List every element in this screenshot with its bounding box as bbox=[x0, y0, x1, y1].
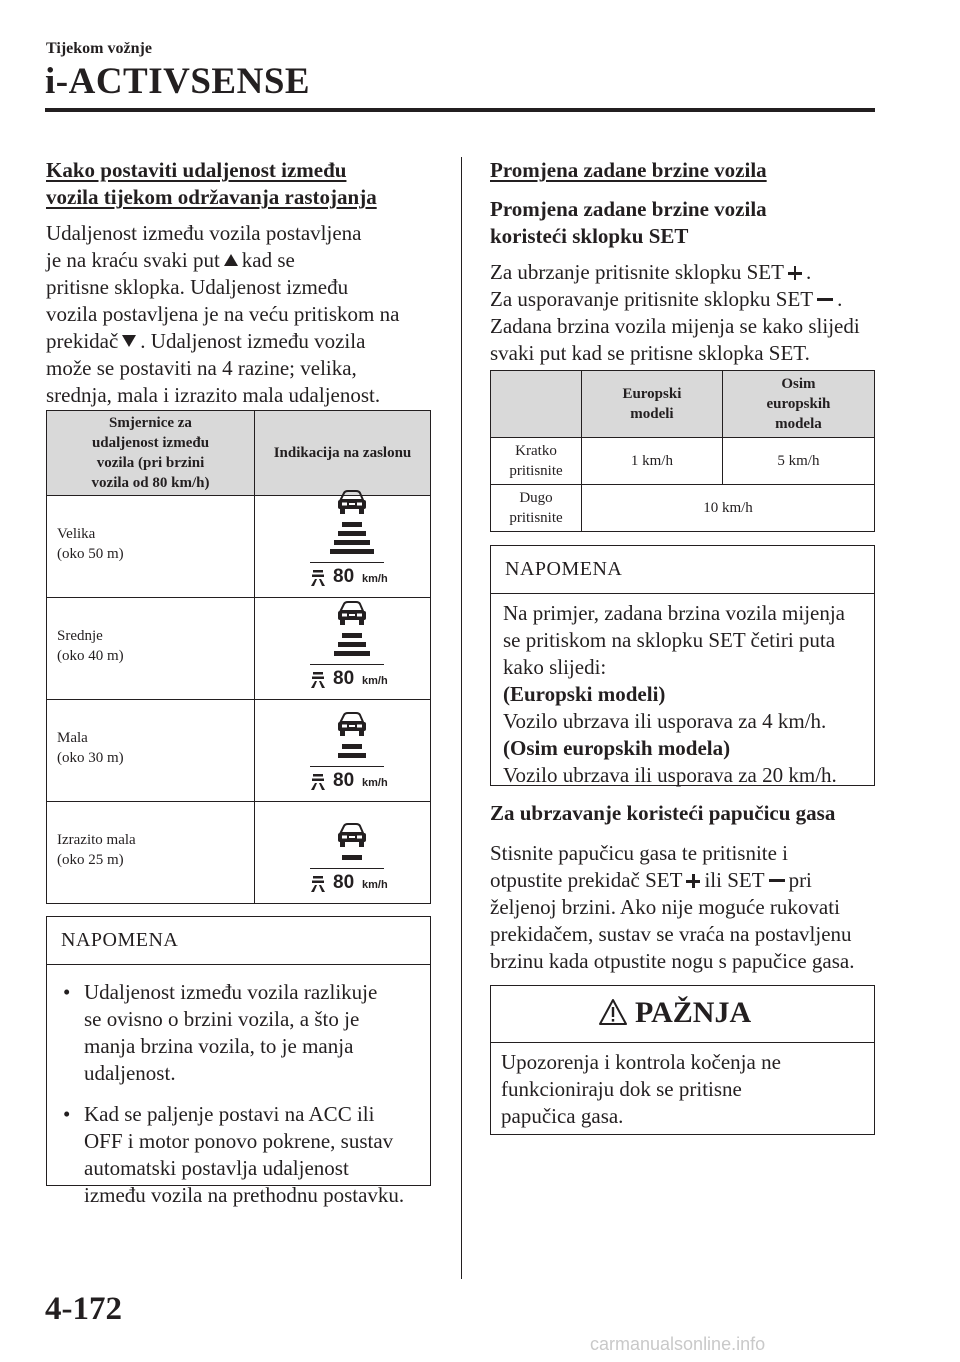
distance-up-switch-icon bbox=[224, 254, 238, 266]
non-european-models-label: (Osim europskih modela) bbox=[503, 736, 731, 760]
speed-step-value: 10 km/h bbox=[582, 485, 875, 532]
distance-display bbox=[307, 606, 397, 694]
distance-bar bbox=[338, 531, 366, 536]
table-row bbox=[491, 438, 875, 485]
non-european-models-header: Osim europskih modela bbox=[722, 371, 874, 438]
warning-triangle-icon bbox=[598, 998, 628, 1026]
display-indication bbox=[255, 802, 431, 904]
table-row bbox=[47, 802, 431, 904]
caution-title: PAŽNJA bbox=[635, 996, 752, 1029]
european-models-label: (Europski modeli) bbox=[503, 682, 666, 706]
caution-line: funkcioniraju dok se pritisne bbox=[501, 1077, 742, 1101]
distance-table bbox=[46, 410, 431, 904]
distance-guideline-header: Smjernice za udaljenost između vozila (pri brzini vozila od 80 km/h) bbox=[47, 411, 255, 496]
note-box-distance bbox=[46, 916, 431, 1207]
set-speed-value: 80 bbox=[333, 770, 355, 791]
caution-line: papučica gasa. bbox=[501, 1104, 624, 1128]
set-speed-value: 80 bbox=[333, 668, 355, 689]
set-speed-value: 80 bbox=[333, 872, 355, 893]
distance-bar bbox=[342, 633, 362, 638]
note-line: se pritiskom na sklopku SET četiri puta bbox=[503, 628, 836, 652]
vehicle-ahead-icon bbox=[336, 490, 368, 516]
radar-cruise-icon bbox=[310, 774, 326, 791]
display-indication bbox=[255, 700, 431, 802]
set-plus-icon bbox=[788, 266, 802, 280]
distance-display bbox=[307, 810, 397, 898]
vehicle-ahead-icon bbox=[336, 823, 368, 849]
speed-unit: km/h bbox=[362, 879, 388, 891]
display-divider bbox=[310, 868, 384, 869]
accelerator-paragraph: Stisnite papučicu gasa te pritisnite i otpustite prekidač SET ili SET pri željenoj brzini. Ako nije moguće rukovati prekidačem, sustav se vraća na postavljenu brzinu kada otpustite nogu s papučice gasa. bbox=[490, 841, 855, 973]
display-divider bbox=[310, 766, 384, 767]
accelerator-heading: Za ubrzavanje koristeći papučicu gasa bbox=[490, 801, 836, 825]
set-minus-icon bbox=[817, 293, 833, 307]
speed-step-value: 5 km/h bbox=[722, 438, 874, 485]
speed-unit: km/h bbox=[362, 675, 388, 687]
watermark: carmanualsonline.info bbox=[590, 1334, 766, 1354]
distance-bar bbox=[330, 549, 374, 554]
caution-box bbox=[490, 985, 875, 1135]
caution-header bbox=[491, 986, 874, 1043]
distance-down-switch-icon bbox=[122, 335, 136, 347]
vehicle-ahead-icon bbox=[336, 712, 368, 738]
set-minus-icon bbox=[769, 874, 785, 888]
distance-setting-heading: Kako postaviti udaljenost između vozila tijekom održavanja rastojanja bbox=[46, 158, 377, 209]
display-divider bbox=[310, 562, 384, 563]
radar-cruise-icon bbox=[310, 876, 326, 893]
set-switch-paragraph: Za ubrzanje pritisnite sklopku SET . Za usporavanje pritisnite sklopku SET . Zadana brzina vozila mijenja se kako slijedi svaki put kad se pritisne sklopka SET. bbox=[490, 260, 860, 365]
speed-unit: km/h bbox=[362, 573, 388, 585]
european-models-header: Europski modeli bbox=[582, 371, 723, 438]
table-row bbox=[47, 700, 431, 802]
note-bullet: • Kad se paljenje postavi na ACC ili OFF i motor ponovo pokrene, sustav automatski postavlja udaljenost između vozila na prethodnu postavku. bbox=[59, 1101, 420, 1209]
distance-bar bbox=[342, 855, 362, 860]
distance-label: Velika (oko 50 m) bbox=[47, 496, 255, 598]
note-line: Na primjer, zadana brzina vozila mijenja bbox=[503, 601, 845, 625]
set-switch-subheading: Promjena zadane brzine vozila koristeći sklopku SET bbox=[490, 197, 767, 248]
note-line: Vozilo ubrzava ili usporava za 4 km/h. bbox=[503, 709, 827, 733]
table-row bbox=[47, 496, 431, 598]
speed-table-header bbox=[491, 371, 875, 438]
distance-bar bbox=[334, 651, 370, 656]
distance-display bbox=[307, 504, 397, 592]
note-bullet: • Udaljenost između vozila razlikuje se ovisno o brzini vozila, a što je manja brzina vozila, to je manja udaljenost. bbox=[59, 979, 420, 1087]
speed-change-table bbox=[490, 370, 875, 532]
press-type-label: Kratko pritisnite bbox=[491, 438, 582, 485]
distance-bar bbox=[334, 540, 370, 545]
note-line: kako slijedi: bbox=[503, 655, 607, 679]
note-title: NAPOMENA bbox=[491, 546, 874, 594]
header-rule bbox=[45, 108, 875, 112]
empty-header bbox=[491, 371, 582, 438]
distance-bar bbox=[342, 522, 362, 527]
radar-cruise-icon bbox=[310, 672, 326, 689]
note-box-speed bbox=[490, 545, 875, 786]
section-label: Tijekom vožnje bbox=[46, 40, 152, 57]
display-indication bbox=[255, 598, 431, 700]
note-line: Vozilo ubrzava ili usporava za 20 km/h. bbox=[503, 763, 837, 787]
note-title: NAPOMENA bbox=[47, 917, 430, 965]
radar-cruise-icon bbox=[310, 570, 326, 587]
distance-table-header bbox=[47, 411, 431, 496]
speed-step-value: 1 km/h bbox=[582, 438, 723, 485]
page-number: 4-172 bbox=[45, 1291, 122, 1327]
display-indication bbox=[255, 496, 431, 598]
vehicle-ahead-icon bbox=[336, 601, 368, 627]
column-divider bbox=[461, 157, 462, 1279]
caution-line: Upozorenja i kontrola kočenja ne bbox=[501, 1050, 781, 1074]
distance-label: Izrazito mala (oko 25 m) bbox=[47, 802, 255, 904]
distance-display bbox=[307, 708, 397, 796]
set-speed-heading: Promjena zadane brzine vozila bbox=[490, 158, 767, 182]
distance-bar bbox=[338, 642, 366, 647]
distance-label: Mala (oko 30 m) bbox=[47, 700, 255, 802]
speed-unit: km/h bbox=[362, 777, 388, 789]
set-speed-value: 80 bbox=[333, 566, 355, 587]
display-divider bbox=[310, 664, 384, 665]
chapter-title: i-ACTIVSENSE bbox=[45, 61, 311, 102]
distance-setting-paragraph: Udaljenost između vozila postavljena je na kraću svaki put kad se pritisne sklopka. Udaljenost između vozila postavljena je na veću pritiskom na prekidač . Udaljenost između vozila može se postaviti na 4 razine; velika, srednja, mala i izrazito mala udaljenost. bbox=[46, 221, 400, 407]
press-type-label: Dugo pritisnite bbox=[491, 485, 582, 532]
table-row bbox=[47, 598, 431, 700]
distance-label: Srednje (oko 40 m) bbox=[47, 598, 255, 700]
table-row bbox=[491, 485, 875, 532]
set-plus-icon bbox=[686, 874, 700, 888]
distance-bar bbox=[342, 744, 362, 749]
distance-bar bbox=[338, 753, 366, 758]
display-indication-header: Indikacija na zaslonu bbox=[255, 411, 431, 496]
